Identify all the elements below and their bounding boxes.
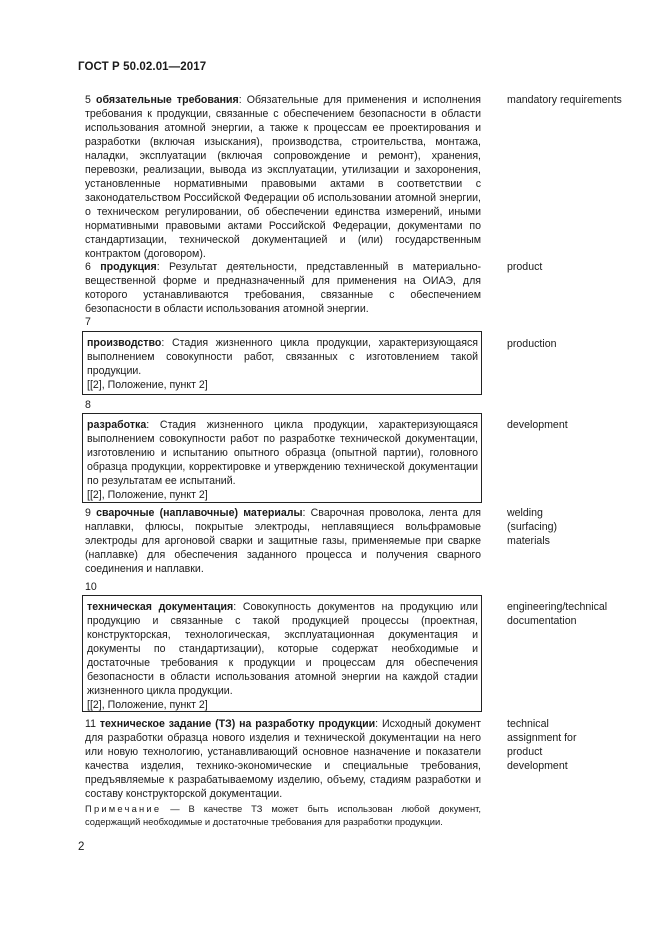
term-reference: [[2], Положение, пункт 2] [87, 489, 208, 501]
note-label: Примечание [85, 803, 162, 814]
term-number: 9 [85, 507, 91, 519]
boxed-term-7 [82, 331, 482, 395]
term-entry-7: производство: Стадия жизненного цикла продукции, характеризующаяся выполнением совокупности работ, связанных с изготовлением такой продукции. [[2], Положение, пункт 2] [87, 337, 479, 391]
english-equivalent-9: welding (surfacing) materials [507, 507, 558, 547]
term-definition: Стадия жизненного цикла продукции, характеризующаяся выполнением совокупности работ по разработке технической документации, изготовлению и испытанию опытного образца (опытной партии), головного образца продукции, корректировке и утверждению технической документации по результатам ее испытаний. [87, 419, 479, 487]
term-number: 5 [85, 94, 91, 106]
english-equivalent-11: technical assignment for product development [507, 718, 577, 772]
term-definition: Совокупность документов на продукцию или продукцию и связанные с такой продукцией процессы (проектная, конструкторская, технологическая, эксплуатационная документация и документы по стандартизации), которые содержат необходимые и достаточные требования к продукции и процессам для обеспечения безопасности в области использования атомной энергии на каждой стадии жизненного цикла продукции. [87, 601, 478, 697]
boxed-term-8 [82, 413, 482, 503]
term-reference: [[2], Положение, пункт 2] [87, 379, 208, 391]
standard-header: ГОСТ Р 50.02.01—2017 [78, 61, 207, 73]
term-definition: Стадия жизненного цикла продукции, характеризующаяся выполнением совокупности работ, связанных с изготовлением такой продукции. [87, 337, 479, 377]
term-entry-10: техническая документация: Совокупность документов на продукцию или продукцию и связанные с такой продукцией процессы (проектная, конструкторская, технологическая, эксплуатационная документация и документы по стандартизации), которые содержат необходимые и достаточные требования к продукции и процессам для обеспечения безопасности в области использования атомной энергии на каждой стадии жизненного цикла продукции. [[2], Положение, пункт 2] [87, 601, 478, 711]
english-equivalent-8: development [507, 419, 568, 431]
term-entry-9: 9 сварочные (наплавочные) материалы: Сварочная проволока, лента для наплавки, флюсы, покрытые электроды, неплавящиеся вольфрамовые электроды для аргоновой сварки и защитные газы, применяемые при сварке (наплавке) для обеспечения заданного процесса и получения сварного соединения и наплавки. [85, 507, 482, 575]
note [85, 802, 481, 828]
term-name: продукция [100, 261, 157, 273]
note-text: — В качестве ТЗ может быть использован любой документ, содержащий необходимые и достаточные требования для разработки продукции. [85, 803, 481, 827]
term-number: 6 [85, 261, 91, 273]
term-entry-6: 6 продукция: Результат деятельности, представленный в материально-вещественной форме и предназначенный для применения на ОИАЭ, для которого устанавливаются требования, связанные с обеспечением безопасности в области использования атомной энергии. [85, 261, 481, 315]
english-equivalent-10: engineering/technical documentation [507, 601, 608, 627]
term-definition: Исходный документ для разработки образца нового изделия и технической документации на него или новую технологию, устанавливающий основное назначение и показатели качества изделия, технико-экономические и специальные требования, предъявляемые к разрабатываемому изделию, объему, стадиям разработки и составу конструкторской документации. [85, 718, 482, 800]
term-entry-11: 11 техническое задание (ТЗ) на разработку продукции: Исходный документ для разработки образца нового изделия и технической документации на него или новую технологию, устанавливающий основное назначение и показатели качества изделия, технико-экономические и специальные требования, предъявляемые к разрабатываемому изделию, объему, стадиям разработки и составу конструкторской документации. [85, 718, 482, 800]
term-number: 11 [85, 718, 96, 730]
boxed-term-10 [82, 595, 482, 712]
term-name: производство [87, 337, 162, 349]
term-name: техническая документация [87, 601, 234, 613]
term-definition: Сварочная проволока, лента для наплавки, флюсы, покрытые электроды, неплавящиеся вольфрамовые электроды для аргоновой сварки и защитные газы, применяемые при сварке (наплавке) для обеспечения заданного процесса и получения сварного соединения и наплавки. [85, 507, 482, 575]
term-number-7: 7 [85, 316, 91, 328]
page-number: 2 [78, 841, 85, 853]
term-entry-8: разработка: Стадия жизненного цикла продукции, характеризующаяся выполнением совокупности работ по разработке технической документации, изготовлению и испытанию опытного образца (опытной партии), головного образца продукции, корректировке и утверждению технической документации по результатам ее испытаний. [[2], Положение, пункт 2] [87, 419, 479, 501]
term-name: техническое задание (ТЗ) на разработку продукции [99, 718, 376, 730]
term-name: обязательные требования [96, 94, 239, 106]
english-equivalent-6: product [507, 261, 543, 273]
term-entry-5: 5 обязательные требования: Обязательные для применения и исполнения требования к продукции, связанные с обеспечением безопасности в области использования атомной энергии, а также к процессам ее проектирования и разработки (включая изыскания), производства, строительства, монтажа, наладки, эксплуатации (включая сопровождение и ремонт), хранения, перевозки, реализации, вывода из эксплуатации, утилизации и захоронения, установленные нормативными правовыми актами в соответствии с законодательством Российской Федерации об использовании атомной энергии, о техническом регулировании, об обеспечении единства измерений, иными нормативными правовыми актами Российской Федерации, документами по стандартизации, технической документацией и (или) государственным контрактом (договором). [85, 94, 481, 260]
english-equivalent-5: mandatory requirements [507, 94, 622, 106]
term-definition: Результат деятельности, представленный в материально-вещественной форме и предназначенный для применения на ОИАЭ, для которого устанавливаются требования, связанные с обеспечением безопасности в области использования атомной энергии. [85, 261, 481, 315]
term-number-8: 8 [85, 399, 91, 411]
english-equivalent-7: production [507, 338, 557, 350]
term-reference: [[2], Положение, пункт 2] [87, 699, 208, 711]
term-definition: Обязательные для применения и исполнения требования к продукции, связанные с обеспечением безопасности в области использования атомной энергии, а также к процессам ее проектирования и разработки (включая изыскания), производства, строительства, монтажа, наладки, эксплуатации (включая сопровождение и ремонт), хранения, перевозки, реализации, вывода из эксплуатации, утилизации и захоронения, установленные нормативными правовыми актами в соответствии с законодательством Российской Федерации об использовании атомной энергии, о техническом регулировании, об обеспечении единства измерений, иными нормативными правовыми актами Российской Федерации, документами по стандартизации, технической документацией и (или) государственным контрактом (договором). [85, 94, 481, 260]
term-name: сварочные (наплавочные) материалы [96, 507, 303, 519]
term-name: разработка [87, 419, 147, 431]
term-number-10: 10 [85, 581, 97, 593]
